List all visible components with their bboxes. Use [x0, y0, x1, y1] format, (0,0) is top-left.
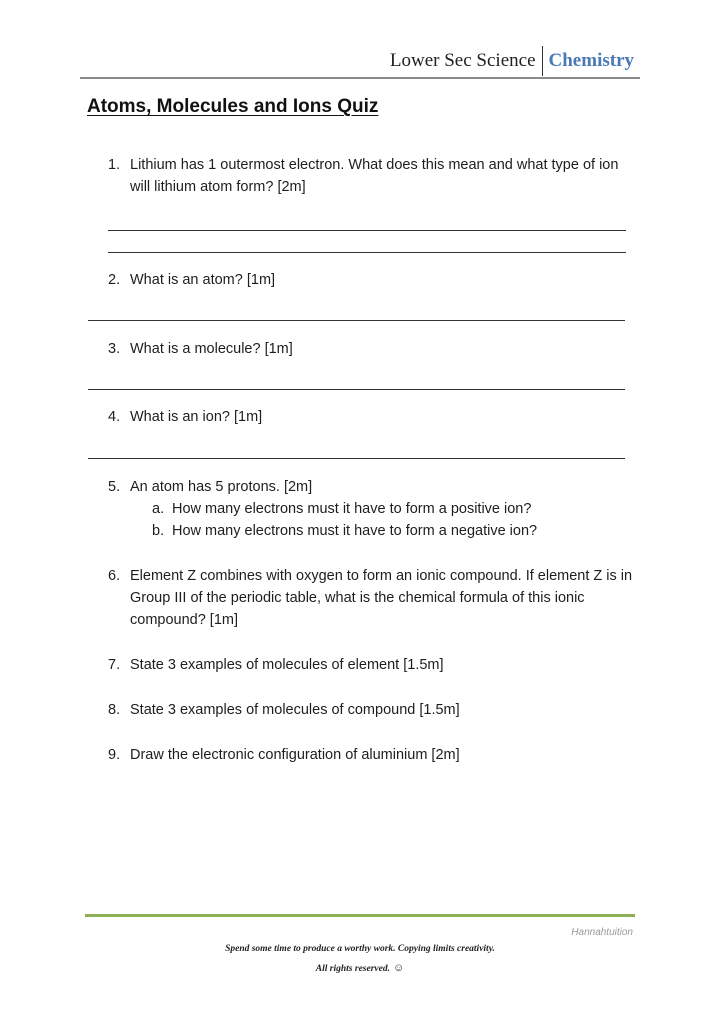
question-text: Element Z combines with oxygen to form an ionic compound. If element Z is in Group III of the periodic table, what is the chemical formula of this ionic compound? [1m]	[130, 568, 633, 628]
header-divider	[80, 77, 640, 79]
header-subject: Lower Sec Science	[390, 46, 543, 76]
question-number: 5.	[108, 479, 121, 495]
question-number: 6.	[108, 568, 121, 584]
page-title: Atoms, Molecules and Ions Quiz	[87, 96, 379, 117]
question-number: 1.	[108, 157, 121, 173]
question-text: State 3 examples of molecules of compound [1.5m]	[130, 702, 460, 718]
subquestion-text: How many electrons must it have to form a negative ion?	[172, 523, 538, 539]
question-text: What is a molecule? [1m]	[130, 341, 293, 357]
footer-brand: Hannahtuition	[571, 927, 633, 938]
answer-line	[108, 230, 626, 231]
question-number: 7.	[108, 657, 121, 673]
question-5	[108, 476, 638, 498]
document-header	[390, 44, 634, 78]
question-number: 2.	[108, 272, 121, 288]
answer-line	[108, 252, 626, 253]
question-text: What is an ion? [1m]	[130, 409, 263, 425]
question-text: Lithium has 1 outermost electron. What does this mean and what type of ion will lithium atom form? [2m]	[130, 157, 619, 195]
question-text: What is an atom? [1m]	[130, 272, 276, 288]
question-1	[108, 154, 638, 198]
question-text: An atom has 5 protons. [2m]	[130, 479, 313, 495]
answer-line	[88, 389, 625, 390]
question-text: Draw the electronic configuration of aluminium [2m]	[130, 747, 460, 763]
question-number: 4.	[108, 409, 121, 425]
footer-note: Spend some time to produce a worthy work. Copying limits creativity.	[225, 944, 495, 954]
footer-rights	[0, 962, 720, 974]
question-9	[108, 744, 638, 766]
answer-line	[88, 320, 625, 321]
question-4	[108, 406, 638, 428]
question-5b	[152, 520, 632, 542]
subquestion-letter: b.	[152, 523, 165, 539]
question-8	[108, 699, 638, 721]
question-text: State 3 examples of molecules of element [1.5m]	[130, 657, 444, 673]
question-number: 9.	[108, 747, 121, 763]
subquestion-letter: a.	[152, 501, 165, 517]
question-3	[108, 338, 638, 360]
question-number: 8.	[108, 702, 121, 718]
question-6	[108, 565, 638, 631]
header-topic: Chemistry	[548, 50, 634, 71]
question-7	[108, 654, 638, 676]
footer-rights-text: All rights reserved.	[315, 964, 390, 974]
answer-line	[88, 458, 625, 459]
question-number: 3.	[108, 341, 121, 357]
question-5a	[152, 498, 632, 520]
subquestion-text: How many electrons must it have to form a positive ion?	[172, 501, 532, 517]
smiley-icon: ☺	[392, 962, 405, 974]
question-2	[108, 269, 638, 291]
footer-divider	[85, 914, 635, 917]
